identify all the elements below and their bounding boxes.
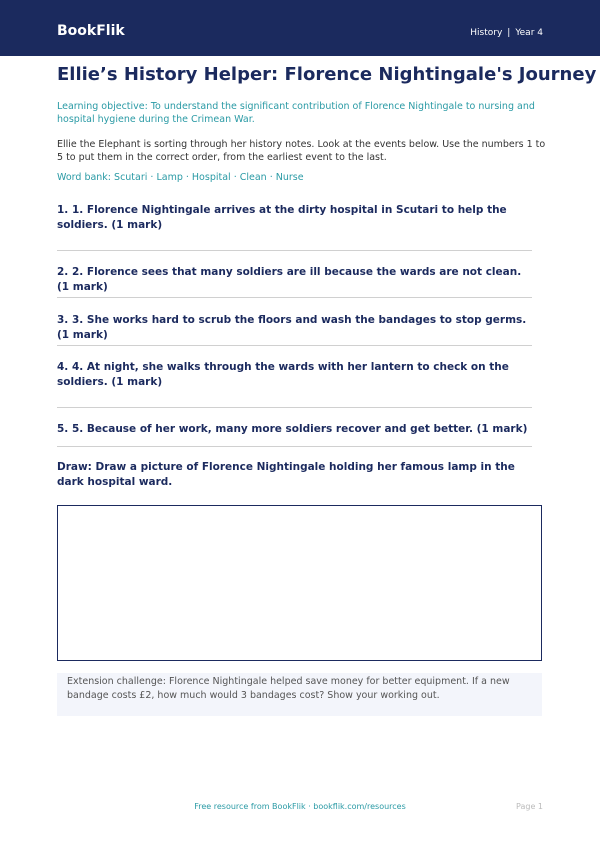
question-2: 2. 2. Florence sees that many soldiers are ill because the wards are not clean. (1 mark) bbox=[57, 266, 522, 293]
extension-challenge: Extension challenge: Florence Nightingale helped save money for better equipment. If a new bandage costs £2, how much would 3 bandages cost? Show your working out. bbox=[57, 673, 542, 716]
header-bar bbox=[0, 0, 600, 56]
answer-line-5[interactable] bbox=[57, 446, 532, 447]
page-number: Page 1 bbox=[516, 802, 543, 811]
answer-line-2[interactable] bbox=[57, 297, 532, 298]
learning-objective: Learning objective: To understand the significant contribution of Florence Nightingale to nursing and hospital hygiene during the Crimean War. bbox=[57, 101, 535, 125]
question-5: 5. 5. Because of her work, many more soldiers recover and get better. (1 mark) bbox=[57, 423, 528, 435]
brand-logo[interactable]: BookFlik bbox=[57, 23, 125, 39]
answer-line-4[interactable] bbox=[57, 407, 532, 408]
answer-line-1[interactable] bbox=[57, 250, 532, 251]
question-4: 4. 4. At night, she walks through the wards with her lantern to check on the soldiers. (1 mark) bbox=[57, 361, 509, 388]
header-separator: | bbox=[507, 28, 511, 38]
subject-label: History bbox=[470, 28, 503, 38]
footer-credit[interactable]: Free resource from BookFlik · bookflik.com/resources bbox=[194, 802, 406, 811]
header-meta bbox=[470, 28, 543, 38]
draw-prompt: Draw: Draw a picture of Florence Nightingale holding her famous lamp in the dark hospital ward. bbox=[57, 461, 515, 488]
answer-line-3[interactable] bbox=[57, 345, 532, 346]
question-3: 3. 3. She works hard to scrub the floors and wash the bandages to stop germs. (1 mark) bbox=[57, 314, 527, 341]
drawing-area[interactable] bbox=[57, 505, 542, 661]
question-1: 1. 1. Florence Nightingale arrives at the dirty hospital in Scutari to help the soldiers. (1 mark) bbox=[57, 204, 507, 231]
instructions: Ellie the Elephant is sorting through her history notes. Look at the events below. Use the numbers 1 to 5 to put them in the correct order, from the earliest event to the last. bbox=[57, 139, 546, 163]
page-title: Ellie’s History Helper: Florence Nightingale's Journey bbox=[57, 64, 597, 85]
word-bank: Word bank: Scutari · Lamp · Hospital · Clean · Nurse bbox=[57, 172, 304, 183]
year-label: Year 4 bbox=[515, 28, 543, 38]
